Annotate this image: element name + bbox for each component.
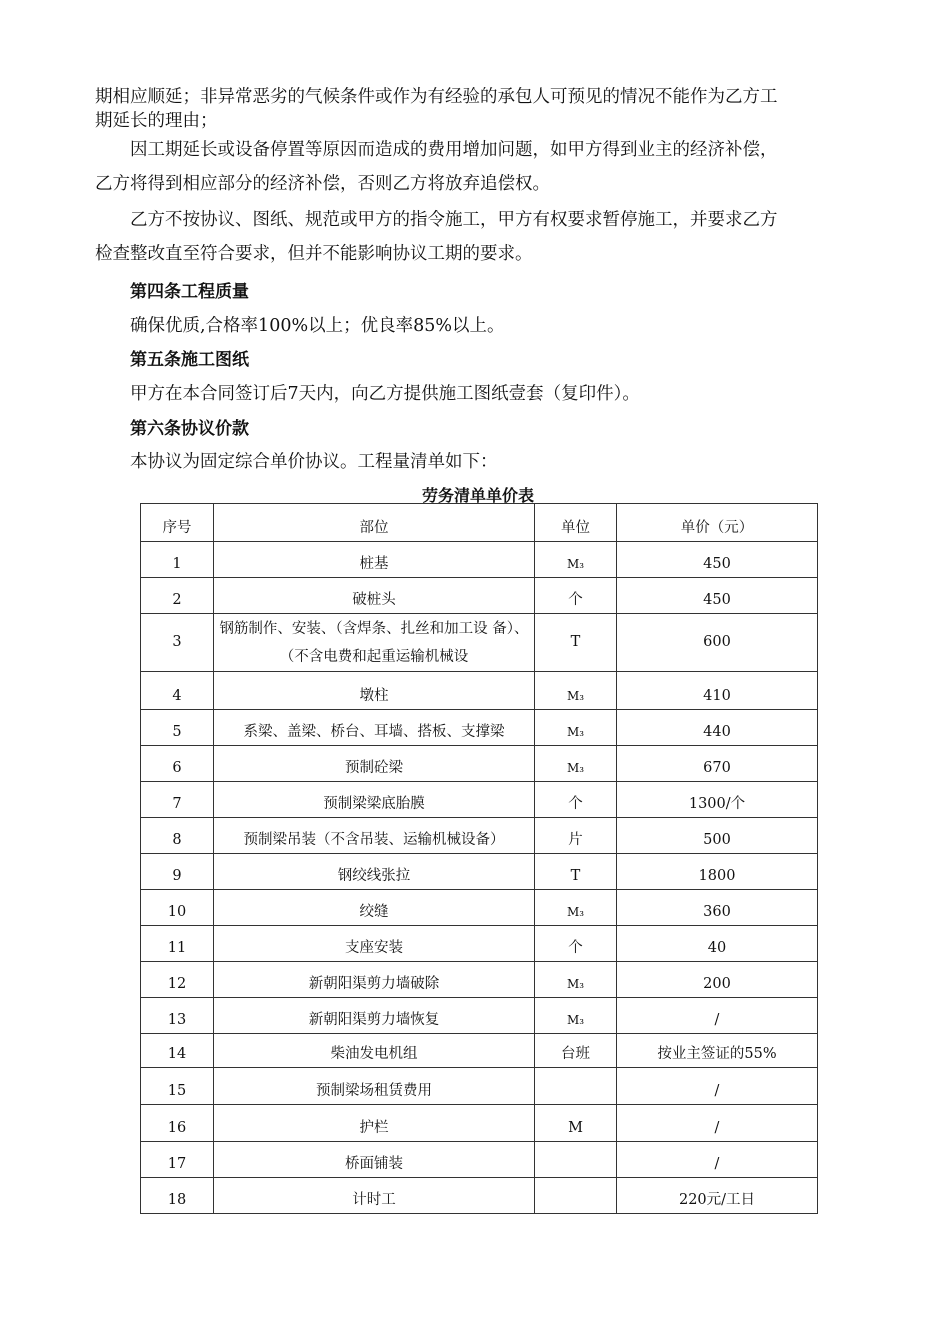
cell-index: 12 (141, 962, 214, 998)
cell-price: 410 (617, 672, 818, 710)
table-row (141, 782, 818, 818)
cell-unit: 个 (535, 578, 617, 614)
cell-index: 1 (141, 542, 214, 578)
cell-unit (535, 1142, 617, 1178)
table-row (141, 962, 818, 998)
paragraph-schedule-extension (95, 80, 865, 138)
table-row (141, 578, 818, 614)
cell-index: 14 (141, 1034, 214, 1068)
cell-price: 440 (617, 710, 818, 746)
article6-body: 本协议为固定综合单价协议。工程量清单如下： (130, 452, 498, 472)
table-row (141, 818, 818, 854)
cell-price: 360 (617, 890, 818, 926)
paragraph-compensation (95, 133, 865, 201)
article5-body: 甲方在本合同签订后7天内，向乙方提供施工图纸壹套（复印件）。 (130, 384, 640, 404)
cell-unit (535, 1178, 617, 1214)
cell-price: 450 (617, 542, 818, 578)
cell-index: 6 (141, 746, 214, 782)
cell-index: 13 (141, 998, 214, 1034)
cell-unit: 片 (535, 818, 617, 854)
cell-item: 支座安装 (214, 926, 535, 962)
article4-heading: 第四条工程质量 (130, 282, 249, 302)
cell-item: 系梁、盖梁、桥台、耳墙、搭板、支撑梁 (214, 710, 535, 746)
header-item: 部位 (214, 504, 535, 542)
cell-unit: M₃ (535, 672, 617, 710)
cell-index: 5 (141, 710, 214, 746)
cell-index: 9 (141, 854, 214, 890)
cell-price: 1800 (617, 854, 818, 890)
cell-item: 新朝阳渠剪力墙破除 (214, 962, 535, 998)
paragraph-line: 乙方将得到相应部分的经济补偿，否则乙方将放弃追偿权。 (95, 174, 550, 194)
article4-body: 确保优质,合格率100%以上；优良率85%以上。 (130, 316, 505, 336)
cell-price: 450 (617, 578, 818, 614)
table-row (141, 1068, 818, 1105)
cell-item: 预制梁场租赁费用 (214, 1068, 535, 1105)
cell-index: 3 (141, 614, 214, 672)
cell-price: / (617, 1142, 818, 1178)
cell-price: 1300/个 (617, 782, 818, 818)
table-row (141, 542, 818, 578)
cell-index: 15 (141, 1068, 214, 1105)
table-row (141, 672, 818, 710)
cell-item: 预制砼梁 (214, 746, 535, 782)
table-row (141, 746, 818, 782)
cell-price: / (617, 1068, 818, 1105)
article6-heading: 第六条协议价款 (130, 419, 249, 439)
cell-item: 钢绞线张拉 (214, 854, 535, 890)
cell-price: 220元/工日 (617, 1178, 818, 1214)
table-row (141, 1034, 818, 1068)
cell-unit: T (535, 614, 617, 672)
paragraph-line: 期相应顺延；非异常恶劣的气候条件或作为有经验的承包人可预见的情况不能作为乙方工 (95, 87, 778, 107)
paragraph-suspension (95, 203, 865, 271)
cell-unit: 台班 (535, 1034, 617, 1068)
table-row (141, 1178, 818, 1214)
cell-unit: M₃ (535, 998, 617, 1034)
table-row (141, 614, 818, 672)
cell-price: 670 (617, 746, 818, 782)
article5-heading: 第五条施工图纸 (130, 350, 249, 370)
table-title: 劳务清单单价表 (421, 486, 534, 505)
cell-index: 16 (141, 1105, 214, 1142)
cell-item: 破桩头 (214, 578, 535, 614)
table-row (141, 854, 818, 890)
header-index: 序号 (141, 504, 214, 542)
cell-unit: 个 (535, 782, 617, 818)
cell-item: 桥面铺装 (214, 1142, 535, 1178)
cell-unit: M (535, 1105, 617, 1142)
cell-unit: T (535, 854, 617, 890)
cell-index: 10 (141, 890, 214, 926)
cell-unit (535, 1068, 617, 1105)
cell-price: 按业主签证的55% (617, 1034, 818, 1068)
table-row (141, 890, 818, 926)
cell-unit: 个 (535, 926, 617, 962)
table-row (141, 998, 818, 1034)
cell-item: 柴油发电机组 (214, 1034, 535, 1068)
cell-item: 护栏 (214, 1105, 535, 1142)
table-row (141, 710, 818, 746)
cell-unit: M₃ (535, 710, 617, 746)
cell-index: 11 (141, 926, 214, 962)
cell-item: 绞缝 (214, 890, 535, 926)
cell-price: / (617, 998, 818, 1034)
table-row (141, 926, 818, 962)
cell-price: 200 (617, 962, 818, 998)
cell-item: 桩基 (214, 542, 535, 578)
paragraph-line: 乙方不按协议、图纸、规范或甲方的指令施工，甲方有权要求暂停施工，并要求乙方 (130, 210, 778, 230)
cell-item: 新朝阳渠剪力墙恢复 (214, 998, 535, 1034)
cell-item: 预制梁梁底胎膜 (214, 782, 535, 818)
cell-price: 500 (617, 818, 818, 854)
cell-unit: M₃ (535, 962, 617, 998)
header-price: 单价（元） (617, 504, 818, 542)
table-header-row (141, 504, 818, 542)
cell-unit: M₃ (535, 746, 617, 782)
cell-item: 计时工 (214, 1178, 535, 1214)
table-row (141, 1105, 818, 1142)
cell-index: 17 (141, 1142, 214, 1178)
cell-item: 预制梁吊装（不含吊装、运输机械设备） (214, 818, 535, 854)
cell-price: 600 (617, 614, 818, 672)
paragraph-line: 期延长的理由； (95, 111, 218, 131)
cell-index: 2 (141, 578, 214, 614)
cell-unit: M₃ (535, 542, 617, 578)
cell-item: 钢筋制作、安装、（含焊条、扎丝和加工设 备）、（不含电费和起重运输机械设 (214, 614, 535, 672)
cell-index: 18 (141, 1178, 214, 1214)
paragraph-line: 因工期延长或设备停置等原因而造成的费用增加问题，如甲方得到业主的经济补偿， (130, 140, 778, 160)
price-table (140, 503, 818, 1214)
cell-price: / (617, 1105, 818, 1142)
paragraph-line: 检查整改直至符合要求，但并不能影响协议工期的要求。 (95, 244, 533, 264)
cell-index: 7 (141, 782, 214, 818)
table-row (141, 1142, 818, 1178)
cell-item: 墩柱 (214, 672, 535, 710)
cell-index: 4 (141, 672, 214, 710)
cell-unit: M₃ (535, 890, 617, 926)
header-unit: 单位 (535, 504, 617, 542)
cell-index: 8 (141, 818, 214, 854)
cell-price: 40 (617, 926, 818, 962)
